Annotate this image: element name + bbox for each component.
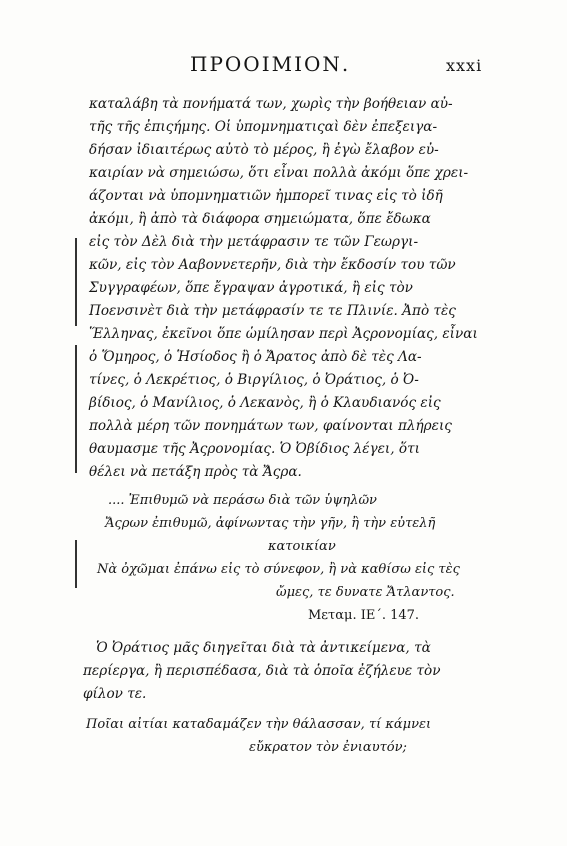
body-line: εἰς τὸν Δὲλ διὰ τὴν μετάφρασιν τε τῶν Γεωργι- — [89, 234, 419, 250]
body-line: περίεργα, ἢ περισπέδασα, διὰ τὰ ὁποῖα ἐζήλευε τὸν — [83, 663, 441, 679]
margin-rule-lower — [75, 345, 77, 473]
margin-rule-upper — [75, 238, 77, 326]
body-line: τῆς τῆς ἐπιςήμης. Οἱ ὑπομνηματιςαὶ δὲν ἐπεξειγα- — [89, 119, 438, 135]
quote-citation: Μεταμ. ΙΕ΄. 147. — [308, 608, 420, 623]
body-line: Ὁ Ὀράτιος μᾶς διηγεῖται διὰ τὰ ἀντικείμενα, τὰ — [96, 640, 431, 656]
body-line: καταλάβη τὰ πονήματά των, χωρὶς τὴν βοήθειαν αὐ- — [89, 96, 453, 112]
body-line: πολλὰ μέρη τῶν πονημάτων των, φαίνονται πλήρεις — [89, 418, 452, 434]
quote-line: Ποῖαι αἰτίαι καταδαμάζεν τὴν θάλασσαν, τί κάμνει — [86, 717, 432, 732]
body-line: βίδιος, ὁ Μανίλιος, ὁ Λεκανὸς, ἢ ὁ Κλαυδιανός εἰς — [89, 395, 441, 411]
running-header-title: ΠΡΟΟΙΜΙΟΝ. — [190, 52, 351, 76]
body-line: κῶν, εἰς τὸν Ααβοννετερῆν, διὰ τὴν ἔκδοσίν του τῶν — [89, 257, 456, 273]
quote-line: ὤμες, τε δυνατε Ἄτλαντος. — [276, 585, 455, 600]
quote-line: Ἄςρων ἐπιθυμῶ, ἀφίνωντας τὴν γῆν, ἢ τὴν εὐτελῆ — [105, 516, 436, 531]
body-line: τίνες, ὁ Λεκρέτιος, ὁ Βιργίλιος, ὁ Ὀράτιος, ὁ Ὀ- — [89, 372, 419, 388]
body-line: άζονται νὰ ὑπομνηματιῶν ἠμπορεῖ τινας εἰς τὸ ἰδῆ — [89, 188, 443, 204]
body-line: Ποενσινὲτ διὰ τὴν μετάφρασίν τε τε Πλινίε. Ἀπὸ τὲς — [89, 303, 456, 319]
body-line: Συγγραφέων, ὅπε ἔγραψαν ἀγροτικά, ἢ εἰς τὸν — [89, 280, 413, 296]
body-line: ἀκόμι, ἢ ἀπὸ τὰ διάφορα σημειώματα, ὅπε ἔδωκα — [89, 211, 431, 227]
margin-rule-quote — [75, 540, 77, 588]
body-line: Ἕλληνας, ἐκεῖνοι ὅπε ὡμίλησαν περὶ Ἀςρονομίας, εἶναι — [89, 326, 478, 342]
body-line: θέλει νὰ πετάξη πρὸς τὰ Ἄςρα. — [89, 464, 302, 480]
quote-line: .... Ἐπιθυμῶ νὰ περάσω διὰ τῶν ὑψηλῶν — [108, 493, 377, 508]
body-line: καιρίαν νὰ σημειώσω, ὅτι εἶναι πολλὰ ἀκόμι ὅπε χρει- — [89, 165, 469, 181]
quote-line: Νὰ ὀχῶμαι ἐπάνω εἰς τὸ σύνεφον, ἢ νὰ καθίσω εἰς τὲς — [97, 562, 460, 577]
body-line: θαυμασμε τῆς Ἀςρονομίας. Ὁ Ὀβίδιος λέγει, ὅτι — [89, 441, 420, 457]
body-line: ὁ Ὅμηρος, ὁ Ἡσίοδος ἢ ὁ Ἄρατος ἀπὸ δὲ τὲς Λα- — [89, 349, 422, 365]
body-line: δήσαν ἰδιαιτέρως αὐτὸ τὸ μέρος, ἢ ἐγὼ ἔλαβον εὐ- — [89, 142, 439, 158]
quote-line: εὔκρατον τὸν ἐνιαυτόν; — [249, 740, 407, 755]
body-line: φίλον τε. — [83, 686, 147, 702]
page-number: xxxi — [446, 56, 483, 75]
quote-line: κατοικίαν — [268, 539, 336, 554]
